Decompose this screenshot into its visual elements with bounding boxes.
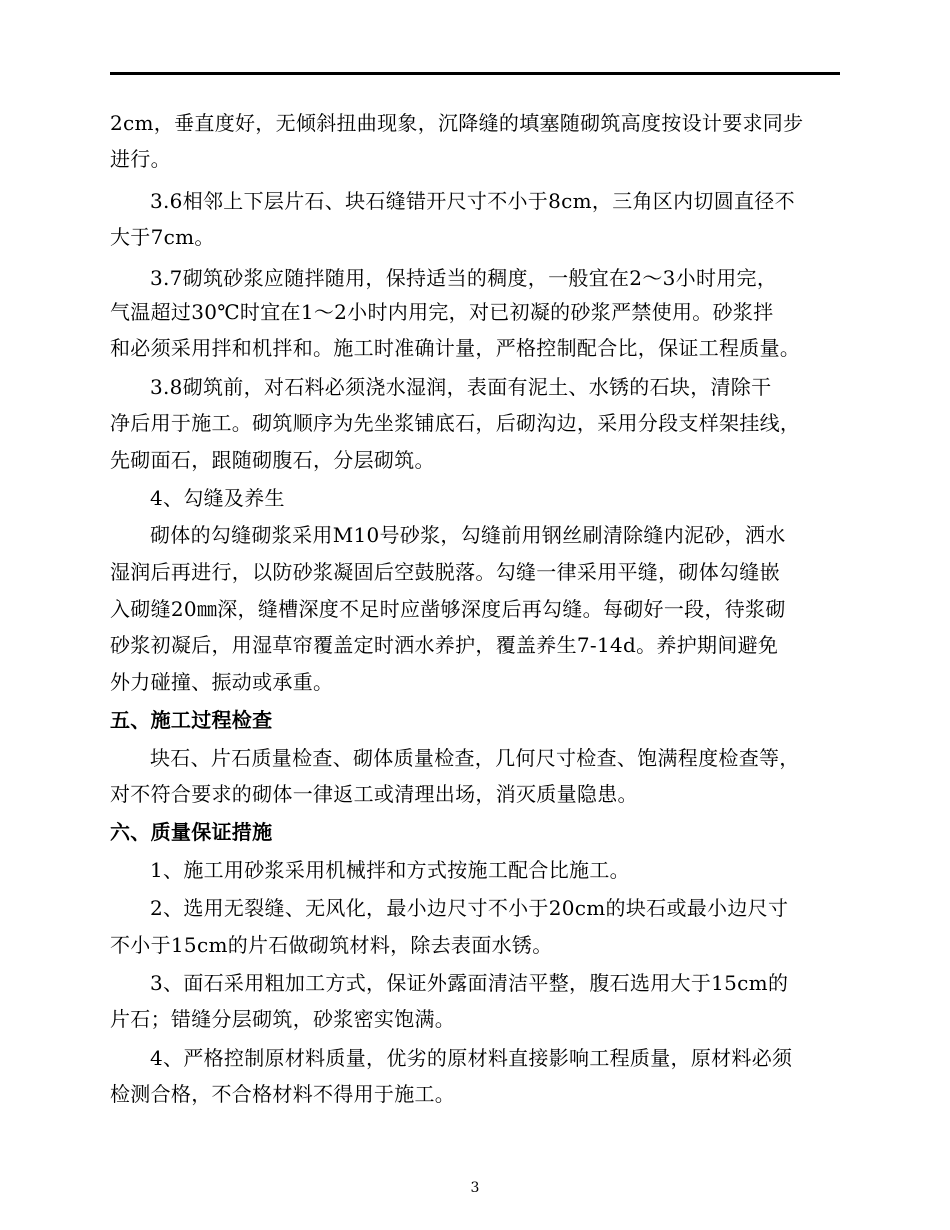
section-subheading: 4、勾缝及养生 [150,486,285,510]
text-line: 进行。 [110,147,171,171]
text-line: 3.8砌筑前，对石料必须浇水湿润，表面有泥土、水锈的石块，清除干 [150,375,772,399]
text-line: 气温超过30℃时宜在1～2小时内用完，对已初凝的砂浆严禁使用。砂浆拌 [110,300,774,324]
text-line: 块石、片石质量检查、砌体质量检查，几何尺寸检查、饱满程度检查等， [150,746,800,770]
text-line: 2、选用无裂缝、无风化，最小边尺寸不小于20cm的块石或最小边尺寸 [150,896,789,920]
section-heading-quality: 六、质量保证措施 [110,820,273,844]
page-number: 3 [470,1180,480,1196]
text-line: 3.7砌筑砂浆应随拌随用，保持适当的稠度，一般宜在2～3小时用完， [150,266,778,290]
text-line: 3.6相邻上下层片石、块石缝错开尺寸不小于8cm，三角区内切圆直径不 [150,189,795,213]
text-line: 大于7cm。 [110,225,215,249]
text-line: 先砌面石，跟随砌腹石，分层砌筑。 [110,448,435,472]
text-line: 片石；错缝分层砌筑，砂浆密实饱满。 [110,1007,456,1031]
text-line: 和必须采用拌和机拌和。施工时准确计量，严格控制配合比，保证工程质量。 [110,336,801,360]
text-line: 3、面石采用粗加工方式，保证外露面清洁平整，腹石选用大于15cm的 [150,971,789,995]
text-line: 检测合格，不合格材料不得用于施工。 [110,1082,456,1106]
text-line: 4、严格控制原材料质量，优劣的原材料直接影响工程质量，原材料必须 [150,1046,793,1070]
text-line: 对不符合要求的砌体一律返工或清理出场，消灭质量隐患。 [110,782,638,806]
text-line: 湿润后再进行，以防砂浆凝固后空鼓脱落。勾缝一律采用平缝，砌体勾缝嵌 [110,560,780,584]
header-rule [110,72,840,75]
section-heading-inspection: 五、施工过程检查 [110,708,273,732]
text-line: 不小于15cm的片石做砌筑材料，除去表面水锈。 [110,933,553,957]
text-line: 砌体的勾缝砌浆采用M10号砂浆，勾缝前用钢丝刷清除缝内泥砂，洒水 [150,523,786,547]
text-line: 净后用于施工。砌筑顺序为先坐浆铺底石，后砌沟边，采用分段支样架挂线， [110,411,801,435]
text-line: 2cm，垂直度好，无倾斜扭曲现象，沉降缝的填塞随砌筑高度按设计要求同步 [110,111,804,135]
text-line: 入砌缝20㎜深，缝槽深度不足时应凿够深度后再勾缝。每砌好一段，待浆砌 [110,597,786,621]
text-line: 砂浆初凝后，用湿草帘覆盖定时洒水养护，覆盖养生7-14d。养护期间避免 [110,633,779,657]
text-line: 1、施工用砂浆采用机械拌和方式按施工配合比施工。 [150,858,630,882]
text-line: 外力碰撞、振动或承重。 [110,670,334,694]
